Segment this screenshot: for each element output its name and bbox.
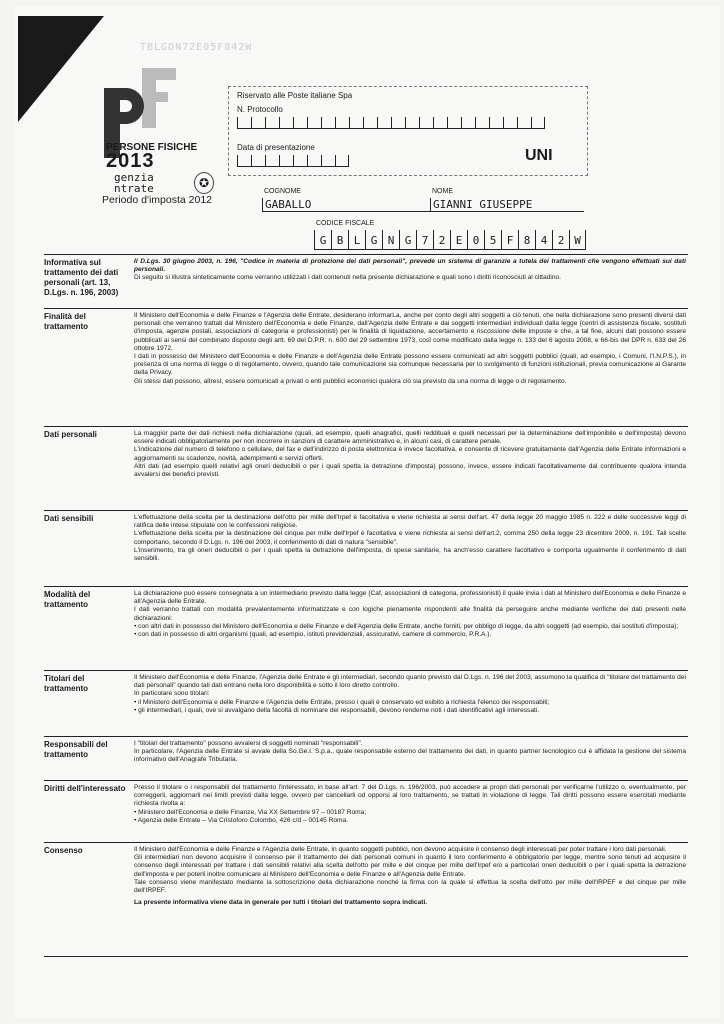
section-paragraph: L'indicazione del numero di telefono o cellulare, del fax e dell'indirizzo di posta elettronica è invece facoltativa, e consente di ricevere gratuitamente dall'Agenzia delle Entrate informazioni e aggiornamenti su scadenze, novità, adempimenti e servizi offerti. bbox=[134, 446, 686, 462]
section-paragraph: Gli stessi dati possono, altresì, essere comunicati a privati o enti pubblici economici qualora ciò sia previsto da una norma di legge o di regolamento. bbox=[134, 377, 567, 385]
codice-fiscale-field[interactable] bbox=[314, 230, 586, 250]
section-body bbox=[134, 674, 686, 715]
section-bullet: • Agenzia delle Entrate – Via Cristoforo Colombo, 426 c/d – 00145 Roma. bbox=[134, 817, 686, 825]
ghost-text: TBLGDN72E05F842W bbox=[140, 42, 253, 53]
section-paragraph: L'inserimento, tra gli oneri deducibili o per i quali spetta la detrazione dell'imposta, di spese sanitarie, ha anch'esso carattere facoltativo e comporta ugualmente il conferimento di dati sensibili. bbox=[134, 546, 686, 563]
section-paragraph: I dati verranno trattati con modalità prevalentemente informatizzate e con logiche pienamente rispondenti alle finalità da perseguire anche mediante verifiche dei dati presenti nelle dichiarazioni: bbox=[134, 606, 686, 622]
periodo-imposta: Periodo d'imposta 2012 bbox=[102, 194, 212, 206]
section-body bbox=[134, 430, 686, 479]
section-body bbox=[134, 784, 686, 825]
section-diritti bbox=[44, 780, 688, 824]
section-title: Consenso bbox=[44, 846, 83, 855]
cf-char-cell: 8 bbox=[518, 230, 535, 250]
cf-char-cell: 2 bbox=[552, 230, 569, 250]
section-paragraph: Tale consenso viene manifestato mediante la sottoscrizione della dichiarazione nonché la firma con la quale si effettua la scelta dell'otto per mille dell'IRPEF e del cinque per mille dell'IRPEF. bbox=[134, 878, 686, 895]
section-titolari bbox=[44, 670, 688, 714]
section-paragraph: L'effettuazione della scelta per la destinazione del cinque per mille dell'Irpef è facoltativa e viene richiesta ai sensi dell'art.2, comma 250 della legge 23 dicembre 2009, n. 191. Tali scelte comportano, secondo il D.Lgs. n. 196 del 2003, il conferimento di dati di natura "sensibile". bbox=[134, 530, 686, 546]
section-title: Informativa sul trattamento dei dati personali (art. 13, D.Lgs. n. 196, 2003) bbox=[44, 258, 119, 297]
section-dati-personali bbox=[44, 426, 688, 479]
section-body bbox=[134, 740, 686, 765]
cf-char-cell: 2 bbox=[433, 230, 450, 250]
cf-char-cell: 4 bbox=[535, 230, 552, 250]
section-body bbox=[134, 514, 686, 563]
pf-logo bbox=[100, 68, 220, 208]
cf-char-cell: G bbox=[365, 230, 382, 250]
cognome-label: COGNOME bbox=[264, 188, 301, 195]
nome-label: NOME bbox=[432, 188, 453, 195]
section-informativa bbox=[44, 254, 688, 297]
section-consenso bbox=[44, 842, 688, 907]
section-paragraph: I dati in possesso del Ministero dell'Economia e delle Finanze e dell'Agenzia delle Entrate possono essere comunicati ad altri soggetti pubblici (quali, ad esempio, i Comuni, l'I.N.P.S.), in presenza di una norma di legge o di regolamento, ovvero, quando tale comunicazione sia comunque necessaria per lo svolgimento di funzioni istituzionali, previa comunicazione al Garante della Privacy. bbox=[134, 353, 686, 377]
cf-char-cell: E bbox=[450, 230, 467, 250]
section-body bbox=[134, 258, 686, 283]
corner-mark bbox=[18, 16, 104, 122]
section-modalita bbox=[44, 586, 688, 639]
section-paragraph: Il Ministero dell'Economia e delle Finanze e l'Agenzia delle Entrate, in quanto soggetti pubblici, non devono acquisire il consenso degli interessati per poter trattare i loro dati personali. bbox=[134, 846, 667, 853]
section-paragraph: La maggior parte dei dati richiesti nella dichiarazione (quali, ad esempio, quelli anagrafici, quelli reddituali e quelli necessari per la determinazione dell'imponibile e dell'imposta) devono essere indicati obbligatoriamente per non incorrere in sanzioni di carattere amministrativo e, in alcuni casi, di carattere penale. bbox=[134, 430, 686, 446]
section-paragraph: La dichiarazione può essere consegnata a un intermediario previsto dalla legge (Caf, associazioni di categoria, professionisti) il quale invia i dati al Ministero dell'Economia e delle Finanze e all'Agenzia delle Entrate. bbox=[134, 590, 686, 606]
section-title: Titolari del trattamento bbox=[44, 674, 89, 693]
nome-field[interactable]: GIANNI GIUSEPPE bbox=[430, 198, 584, 212]
section-bullet: • con altri dati in possesso del Ministero dell'Economia e delle Finanze e dell'Agenzia delle Entrate, anche forniti, per obbligo di legge, da altri soggetti (ad esempio, dai sostituti d'imposta); bbox=[134, 623, 686, 631]
section-dati-sensibili bbox=[44, 510, 688, 563]
agency-logo-text: genzia ntrate bbox=[114, 171, 154, 195]
logo-persone-fisiche: PERSONE FISICHE bbox=[106, 142, 198, 153]
cf-char-cell: W bbox=[569, 230, 586, 250]
cf-char-cell: 7 bbox=[416, 230, 433, 250]
data-presentazione-label: Data di presentazione bbox=[237, 143, 315, 152]
section-bullet: • il Ministero dell'Economia e delle Finanze e l'Agenzia delle Entrate, presso i quali è conservato ed esibito a richiesta l'elenco dei responsabili; bbox=[134, 699, 686, 707]
section-paragraph: Di seguito si illustra sinteticamente come verranno utilizzati i dati contenuti nella presente dichiarazione e quali sono i diritti riconosciuti al cittadino. bbox=[134, 274, 561, 282]
cf-char-cell: G bbox=[314, 230, 331, 250]
poste-reserved-box bbox=[228, 86, 588, 176]
cognome-field[interactable]: GABALLO bbox=[262, 198, 430, 212]
section-body bbox=[134, 846, 686, 907]
cf-char-cell: F bbox=[501, 230, 518, 250]
section-title: Dati personali bbox=[44, 430, 97, 439]
section-bullet: • con dati in possesso di altri organismi (quali, ad esempio, istituti previdenziali, assicurativi, camere di commercio, P.R.A.). bbox=[134, 631, 686, 639]
section-paragraph: Il Ministero dell'Economia e delle Finanze e l'Agenzia delle Entrate, desiderano informarLa, anche per conto degli altri soggetti a ciò tenuti, che nella dichiarazione sono presenti diversi dati personali che verranno trattati dal Ministero dell'Economia e delle Finanze, dall'Agenzia delle Entrate e dai soggetti intermediari individuati dalla legge (centri di assistenza fiscale, sostituti d'imposta, agenzie postali, associazioni di categoria e professionisti) per le finalità di liquidazione, accertamento e riscossione delle imposte e che, a tal fine, alcuni dati possono essere pubblicati ai sensi del combinato disposto degli artt. 69 del D.P.R. n. 600 del 29 settembre 1973, così come modificato dalla legge n. 133 del 6 agosto 2008, e 66-bis del DPR n. 633 del 26 ottobre 1972. bbox=[134, 312, 686, 352]
cf-char-cell: B bbox=[331, 230, 348, 250]
republic-emblem-icon: ✪ bbox=[194, 172, 214, 194]
section-final-note: La presente informativa viene data in generale per tutti i titolari del trattamento sopra indicati. bbox=[134, 899, 428, 907]
section-bullet-list bbox=[134, 809, 686, 825]
cf-char-cell: 0 bbox=[467, 230, 484, 250]
uni-label: UNI bbox=[525, 147, 553, 164]
section-lead: Il D.Lgs. 30 giugno 2003, n. 196, "Codice in materia di protezione dei dati personali", prevede un sistema di garanzie a tutela dei trattamenti che vengono effettuati sui dati personali. bbox=[134, 258, 686, 274]
section-paragraph: In particolare, l'Agenzia delle Entrate si avvale della So.Ge.I. S.p.a., quale responsabile esterno del trattamento dei dati, in quanto partner tecnologico cui è affidata la gestione del sistema informativo dell'Anagrafe Tributaria. bbox=[134, 748, 686, 764]
section-title: Responsabili del trattamento bbox=[44, 740, 108, 759]
codice-fiscale-label: CODICE FISCALE bbox=[316, 220, 375, 227]
section-finalita bbox=[44, 308, 688, 385]
protocollo-label: N. Protocollo bbox=[237, 105, 283, 114]
section-responsabili bbox=[44, 736, 688, 764]
cf-char-cell: N bbox=[382, 230, 399, 250]
protocollo-field[interactable] bbox=[237, 117, 545, 129]
cf-char-cell: 5 bbox=[484, 230, 501, 250]
section-title: Finalità del trattamento bbox=[44, 312, 89, 331]
bottom-rule bbox=[44, 956, 688, 957]
section-bullet: • gli intermediari, i quali, ove si avvalgano della facoltà di nominare dei responsabili, devono renderne noti i dati identificativi agli interessati. bbox=[134, 707, 686, 715]
section-paragraph: Presso il titolare o i responsabili del trattamento l'interessato, in base all'art. 7 del D.Lgs. n. 196/2003, può accedere ai propri dati personali per verificarne l'utilizzo o, eventualmente, per correggerli, aggiornarli nei limiti previsti dalla legge, ovvero per cancellarli od opporsi al loro trattamento, se trattati in violazione di legge. Tali diritti possono essere esercitati mediante richiesta rivolta a: bbox=[134, 784, 686, 808]
section-title: Dati sensibili bbox=[44, 514, 94, 523]
section-paragraph: Altri dati (ad esempio quelli relativi agli oneri deducibili o per i quali spetta la detrazione d'imposta) possono, invece, essere indicati facoltativamente dal contribuente qualora intenda avvalersi dei benefici previsti. bbox=[134, 462, 686, 479]
cf-char-cell: L bbox=[348, 230, 365, 250]
section-paragraph: L'effettuazione della scelta per la destinazione dell'otto per mille dell'Irpef è facoltativa e viene richiesta ai sensi dell'art. 47 della legge 20 maggio 1985 n. 222 e delle successive leggi di ratifica delle intese stipulate con le confessioni religiose. bbox=[134, 514, 686, 530]
section-title: Diritti dell'interessato bbox=[44, 784, 126, 793]
section-body bbox=[134, 590, 686, 639]
section-body bbox=[134, 312, 686, 386]
data-presentazione-field[interactable] bbox=[237, 155, 349, 167]
section-paragraph: In particolare sono titolari: bbox=[134, 690, 210, 698]
logo-year: 2013 bbox=[106, 150, 155, 172]
section-bullet-list bbox=[134, 699, 686, 715]
riservato-label: Riservato alle Poste italiane Spa bbox=[237, 91, 353, 100]
section-paragraph: Il Ministero dell'Economia e delle Finanze, l'Agenzia delle Entrate e gli intermediari, secondo quanto previsto dal D.Lgs. n. 196 del 2003, assumono la qualifica di "titolare del trattamento dei dati personali" quando tali dati entrano nella loro disponibilità e sotto il loro diretto controllo. bbox=[134, 674, 686, 690]
section-paragraph: Gli intermediari non devono acquisire il consenso per il trattamento dei dati personali comuni in quanto il loro conferimento è obbligatorio per legge, mentre sono tenuti ad acquisire il consenso degli interessati per trattare i dati sensibili relativi alla scelta dell'otto per mille e del cinque per mille dell'Irpef e/o a particolari oneri deducibili o per i quali spetta la detrazione dell'imposta e per poterli inoltre comunicare al Ministero dell'Economia e delle Finanze e all'Agenzia delle Entrate. bbox=[134, 854, 686, 878]
section-paragraph: I "titolari del trattamento" possono avvalersi di soggetti nominati "responsabili". bbox=[134, 740, 363, 747]
section-bullet-list bbox=[134, 623, 686, 639]
cf-char-cell: G bbox=[399, 230, 416, 250]
section-bullet: • Ministero dell'Economia e delle Finanze, Via XX Settembre 97 – 00187 Roma; bbox=[134, 809, 686, 817]
section-title: Modalità del trattamento bbox=[44, 590, 91, 609]
